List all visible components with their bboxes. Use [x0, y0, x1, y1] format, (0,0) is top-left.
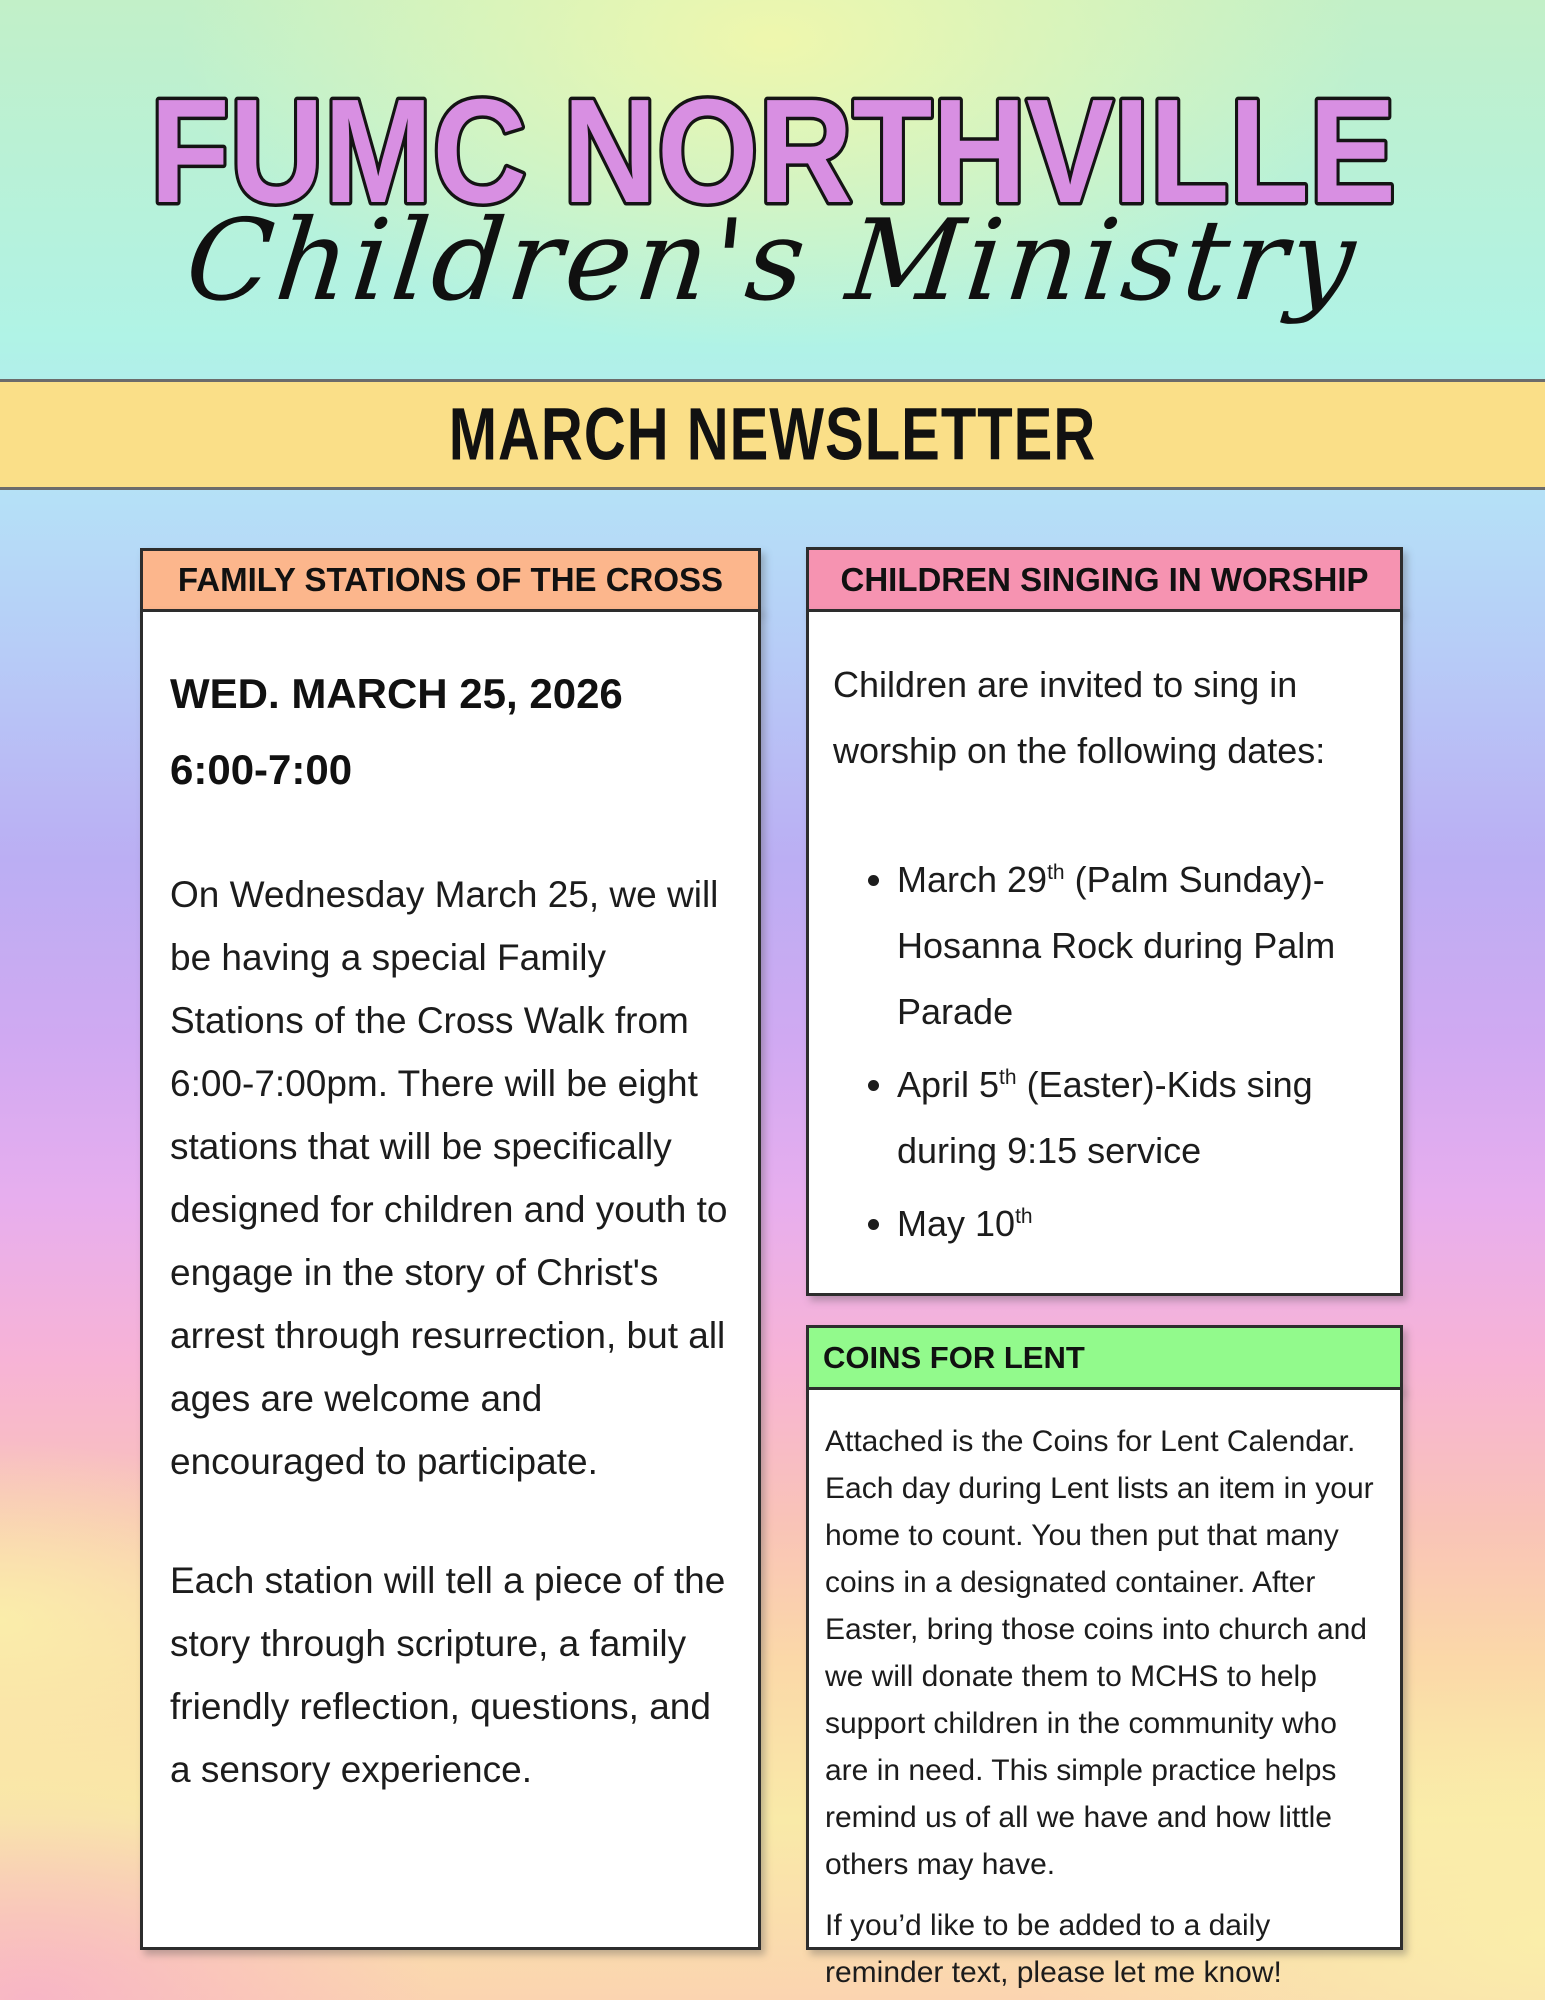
singing-intro: Children are invited to sing in worship on the following dates:: [833, 664, 1326, 771]
page-title: FUMC NORTHVILLE: [149, 86, 1396, 218]
bullet-item: • April 5th (Easter)-Kids sing during 9:15 service: [897, 1045, 1376, 1184]
bullet-item: • March 29th (Palm Sunday)-Hosanna Rock during Palm Parade: [897, 840, 1376, 1045]
stations-event-time: 6:00-7:00: [170, 745, 353, 793]
newsletter-banner-title: MARCH NEWSLETTER: [448, 392, 1097, 477]
coins-paragraph-1: Attached is the Coins for Lent Calendar. Each day during Lent lists an item in your home to count. You then put that many coins in a designated container. After Easter, bring those coins into church and we will donate them to MCHS to help support children in the community who are in need. This simple practice helps remind us of all we have and how little others may have.: [825, 1425, 1374, 1881]
stations-section-header: FAMILY STATIONS OF THE CROSS: [140, 548, 761, 612]
singing-section-body: [806, 609, 1403, 1296]
singing-bullet-list: [833, 840, 1376, 1257]
stations-event-date: WED. MARCH 25, 2026: [170, 670, 623, 717]
stations-paragraph-1: On Wednesday March 25, we will be having a special Family Stations of the Cross Walk from 6:00-7:00pm. There will be eight stations that will be specifically designed for children and youth to engage in the story of Christ's arrest through resurrection, but all ages are welcome and encouraged to participate.: [170, 874, 728, 1483]
newsletter-banner: [0, 379, 1545, 490]
coins-section-body: [806, 1387, 1403, 1989]
stations-section-body: [140, 609, 761, 1950]
stations-paragraph-2: Each station will tell a piece of the story through scripture, a family friendly reflection, questions, and a sensory experience.: [170, 1560, 726, 1791]
page-subtitle: Children's Ministry: [180, 196, 1365, 326]
coins-section-header: COINS FOR LENT: [806, 1325, 1403, 1390]
singing-section-header: CHILDREN SINGING IN WORSHIP: [806, 547, 1403, 612]
stations-event-datetime: [170, 656, 731, 807]
bullet-item: • May 10th: [897, 1184, 1376, 1257]
coins-paragraph-2: If you’d like to be added to a daily reminder text, please let me know!: [825, 1909, 1282, 1989]
